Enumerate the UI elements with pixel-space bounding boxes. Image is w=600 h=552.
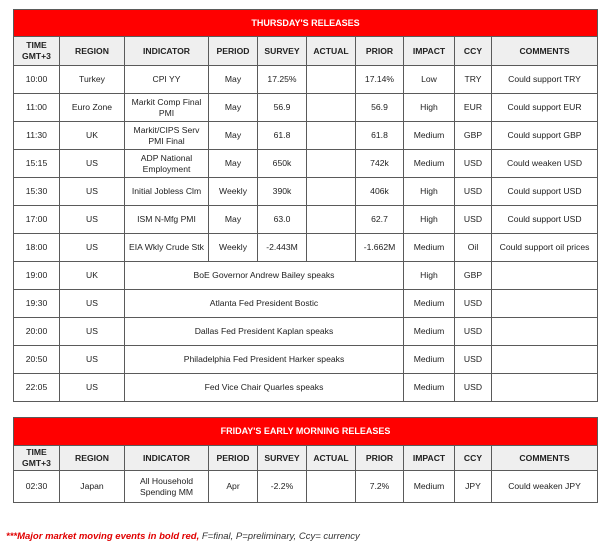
table-row (14, 178, 598, 206)
cell-indicator: ISM N-Mfg PMI (125, 206, 209, 234)
cell-impact: Medium (404, 122, 455, 150)
cell-time: 18:00 (14, 234, 60, 262)
cell-period: May (209, 66, 258, 94)
cell-prior: 61.8 (356, 122, 404, 150)
header-ccy: CCY (455, 37, 492, 66)
cell-region: Turkey (60, 66, 125, 94)
cell-survey: 56.9 (258, 94, 307, 122)
speech-row (14, 318, 598, 346)
header-indicator: INDICATOR (125, 446, 209, 471)
cell-ccy: USD (455, 178, 492, 206)
cell-region: US (60, 346, 125, 374)
cell-event: BoE Governor Andrew Bailey speaks (125, 262, 404, 290)
speech-row (14, 262, 598, 290)
cell-ccy: USD (455, 318, 492, 346)
cell-indicator: Markit Comp Final PMI (125, 94, 209, 122)
speech-row (14, 374, 598, 402)
cell-event: Philadelphia Fed President Harker speaks (125, 346, 404, 374)
cell-comments (492, 374, 598, 402)
cell-comments (492, 318, 598, 346)
header-period: PERIOD (209, 37, 258, 66)
cell-survey: -2.2% (258, 471, 307, 503)
cell-indicator: Markit/CIPS Serv PMI Final (125, 122, 209, 150)
cell-comments: Could support oil prices (492, 234, 598, 262)
table-row (14, 234, 598, 262)
cell-time: 19:30 (14, 290, 60, 318)
cell-survey: 63.0 (258, 206, 307, 234)
cell-indicator: All Household Spending MM (125, 471, 209, 503)
cell-impact: Medium (404, 318, 455, 346)
cell-period: May (209, 150, 258, 178)
cell-prior: -1.662M (356, 234, 404, 262)
cell-time: 15:15 (14, 150, 60, 178)
cell-ccy: USD (455, 206, 492, 234)
header-actual: ACTUAL (307, 446, 356, 471)
cell-actual (307, 66, 356, 94)
cell-period: Apr (209, 471, 258, 503)
cell-time: 11:30 (14, 122, 60, 150)
cell-impact: High (404, 178, 455, 206)
cell-event: Atlanta Fed President Bostic (125, 290, 404, 318)
footnote-legend: F=final, P=preliminary, Ccy= currency (199, 531, 360, 542)
cell-survey: 61.8 (258, 122, 307, 150)
table-row (14, 471, 598, 503)
cell-region: US (60, 374, 125, 402)
cell-ccy: USD (455, 150, 492, 178)
cell-survey: 650k (258, 150, 307, 178)
friday-header-row (14, 446, 598, 471)
cell-impact: High (404, 262, 455, 290)
cell-actual (307, 94, 356, 122)
cell-indicator: CPI YY (125, 66, 209, 94)
cell-impact: Low (404, 66, 455, 94)
header-period: PERIOD (209, 446, 258, 471)
cell-ccy: USD (455, 374, 492, 402)
header-comments: COMMENTS (492, 446, 598, 471)
cell-impact: Medium (404, 346, 455, 374)
header-indicator: INDICATOR (125, 37, 209, 66)
cell-comments: Could support GBP (492, 122, 598, 150)
cell-region: UK (60, 262, 125, 290)
cell-indicator: EIA Wkly Crude Stk (125, 234, 209, 262)
cell-ccy: GBP (455, 262, 492, 290)
cell-time: 22:05 (14, 374, 60, 402)
cell-period: Weekly (209, 234, 258, 262)
cell-region: US (60, 150, 125, 178)
header-comments: COMMENTS (492, 37, 598, 66)
cell-prior: 7.2% (356, 471, 404, 503)
footnote (6, 531, 360, 542)
cell-event: Fed Vice Chair Quarles speaks (125, 374, 404, 402)
cell-comments (492, 262, 598, 290)
cell-time: 17:00 (14, 206, 60, 234)
cell-ccy: Oil (455, 234, 492, 262)
cell-prior: 742k (356, 150, 404, 178)
table-row (14, 122, 598, 150)
cell-actual (307, 178, 356, 206)
header-time: TIME GMT+3 (14, 37, 60, 66)
table-row (14, 94, 598, 122)
cell-time: 02:30 (14, 471, 60, 503)
cell-region: Euro Zone (60, 94, 125, 122)
thursday-title: THURSDAY'S RELEASES (14, 10, 598, 37)
header-prior: PRIOR (356, 446, 404, 471)
cell-ccy: EUR (455, 94, 492, 122)
cell-impact: Medium (404, 150, 455, 178)
cell-comments: Could support EUR (492, 94, 598, 122)
cell-time: 11:00 (14, 94, 60, 122)
cell-actual (307, 206, 356, 234)
cell-comments: Could support TRY (492, 66, 598, 94)
cell-ccy: GBP (455, 122, 492, 150)
cell-prior: 17.14% (356, 66, 404, 94)
cell-period: May (209, 206, 258, 234)
cell-region: US (60, 206, 125, 234)
cell-actual (307, 150, 356, 178)
cell-period: Weekly (209, 178, 258, 206)
cell-region: Japan (60, 471, 125, 503)
cell-impact: High (404, 206, 455, 234)
cell-prior: 62.7 (356, 206, 404, 234)
cell-ccy: USD (455, 290, 492, 318)
cell-impact: Medium (404, 471, 455, 503)
cell-actual (307, 122, 356, 150)
cell-comments (492, 290, 598, 318)
header-survey: SURVEY (258, 446, 307, 471)
friday-title: FRIDAY'S EARLY MORNING RELEASES (14, 418, 598, 446)
table-row (14, 150, 598, 178)
table-row (14, 66, 598, 94)
cell-survey: 17.25% (258, 66, 307, 94)
header-region: REGION (60, 446, 125, 471)
header-impact: IMPACT (404, 37, 455, 66)
cell-comments: Could weaken JPY (492, 471, 598, 503)
header-survey: SURVEY (258, 37, 307, 66)
cell-indicator: ADP National Employment (125, 150, 209, 178)
cell-ccy: TRY (455, 66, 492, 94)
cell-impact: Medium (404, 234, 455, 262)
cell-region: US (60, 234, 125, 262)
cell-ccy: JPY (455, 471, 492, 503)
cell-ccy: USD (455, 346, 492, 374)
cell-actual (307, 471, 356, 503)
cell-time: 15:30 (14, 178, 60, 206)
header-ccy: CCY (455, 446, 492, 471)
cell-comments: Could support USD (492, 206, 598, 234)
header-prior: PRIOR (356, 37, 404, 66)
cell-comments (492, 346, 598, 374)
friday-releases-table (13, 417, 598, 503)
cell-time: 20:50 (14, 346, 60, 374)
cell-region: US (60, 290, 125, 318)
cell-region: US (60, 318, 125, 346)
thursday-releases-table (13, 9, 598, 402)
cell-time: 20:00 (14, 318, 60, 346)
header-actual: ACTUAL (307, 37, 356, 66)
cell-period: May (209, 122, 258, 150)
cell-region: US (60, 178, 125, 206)
header-impact: IMPACT (404, 446, 455, 471)
cell-comments: Could support USD (492, 178, 598, 206)
cell-region: UK (60, 122, 125, 150)
thursday-header-row (14, 37, 598, 66)
cell-actual (307, 234, 356, 262)
speech-row (14, 346, 598, 374)
cell-survey: 390k (258, 178, 307, 206)
cell-period: May (209, 94, 258, 122)
cell-time: 19:00 (14, 262, 60, 290)
cell-prior: 56.9 (356, 94, 404, 122)
cell-impact: Medium (404, 290, 455, 318)
cell-indicator: Initial Jobless Clm (125, 178, 209, 206)
cell-impact: High (404, 94, 455, 122)
cell-impact: Medium (404, 374, 455, 402)
cell-prior: 406k (356, 178, 404, 206)
cell-time: 10:00 (14, 66, 60, 94)
header-region: REGION (60, 37, 125, 66)
cell-event: Dallas Fed President Kaplan speaks (125, 318, 404, 346)
cell-comments: Could weaken USD (492, 150, 598, 178)
cell-survey: -2.443M (258, 234, 307, 262)
footnote-emphasis: ***Major market moving events in bold red, (6, 531, 200, 542)
speech-row (14, 290, 598, 318)
table-row (14, 206, 598, 234)
header-time: TIME GMT+3 (14, 446, 60, 471)
